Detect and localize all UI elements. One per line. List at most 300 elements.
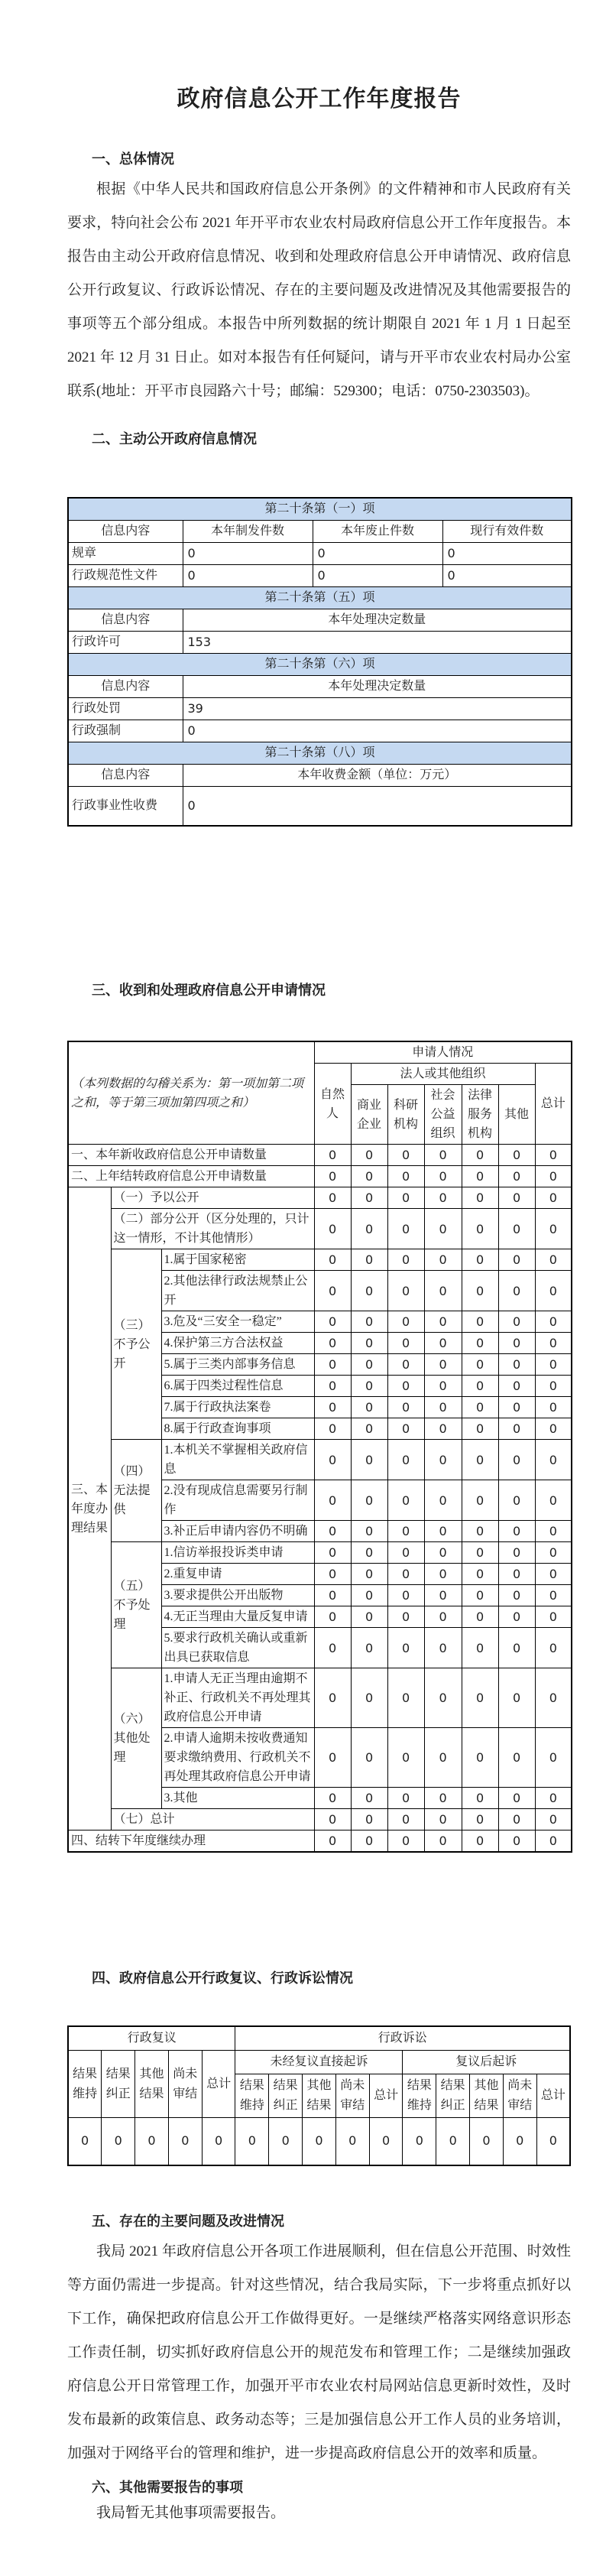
item-label: 6.属于四类过程性信息 xyxy=(161,1376,314,1397)
value-cell: 0 xyxy=(314,1628,351,1668)
value-cell: 0 xyxy=(498,1145,535,1166)
value-cell: 0 xyxy=(424,1480,462,1521)
value-cell: 0 xyxy=(314,1333,351,1354)
column-header: 尚未审结 xyxy=(503,2074,536,2118)
item-label: 1.本机关不掌握相关政府信息 xyxy=(161,1440,314,1480)
value-cell: 0 xyxy=(183,542,313,564)
column-header: 本年收费金额（单位：万元） xyxy=(183,764,572,786)
column-header: 信息内容 xyxy=(68,520,183,542)
value-cell: 0 xyxy=(313,542,442,564)
data-row xyxy=(68,1440,572,1480)
value-cell: 0 xyxy=(351,1830,387,1853)
value-cell: 0 xyxy=(387,1585,424,1606)
column-header: 申请人情况 xyxy=(314,1041,572,1064)
value-cell: 0 xyxy=(351,1209,387,1249)
value-cell: 0 xyxy=(462,1440,498,1480)
data-row xyxy=(68,1145,572,1166)
value-cell: 0 xyxy=(442,542,572,564)
value-cell: 0 xyxy=(462,1376,498,1397)
row-label: 行政处罚 xyxy=(68,697,183,720)
section3-heading: 三、收到和处理政府信息公开申请情况 xyxy=(92,983,326,998)
value-cell: 0 xyxy=(535,1788,572,1809)
item-label: 1.信访举报投诉类申请 xyxy=(161,1542,314,1564)
value-cell: 0 xyxy=(351,1628,387,1668)
column-header: 未经复议直接起诉 xyxy=(235,2051,403,2074)
value-cell: 0 xyxy=(314,1788,351,1809)
value-cell: 0 xyxy=(535,1209,572,1249)
value-cell: 0 xyxy=(269,2118,303,2165)
value-cell: 0 xyxy=(351,1333,387,1354)
column-header: 复议后起诉 xyxy=(403,2051,570,2074)
header-row xyxy=(68,1041,572,1064)
value-cell: 0 xyxy=(387,1809,424,1830)
column-header: 其他结果 xyxy=(303,2074,336,2118)
column-header: 现行有效件数 xyxy=(442,520,572,542)
value-cell: 0 xyxy=(535,1187,572,1209)
column-header: 信息内容 xyxy=(68,609,183,631)
value-cell: 0 xyxy=(462,1788,498,1809)
value-cell: 0 xyxy=(498,1788,535,1809)
value-cell: 0 xyxy=(462,1542,498,1564)
value-cell: 0 xyxy=(387,1209,424,1249)
value-cell: 0 xyxy=(462,1333,498,1354)
value-cell: 0 xyxy=(535,1376,572,1397)
value-cell: 0 xyxy=(535,1440,572,1480)
value-cell: 0 xyxy=(424,1606,462,1628)
value-cell: 0 xyxy=(498,1418,535,1440)
value-cell: 0 xyxy=(387,1788,424,1809)
value-cell: 0 xyxy=(314,1668,351,1728)
value-cell: 0 xyxy=(462,1480,498,1521)
value-cell: 0 xyxy=(498,1521,535,1542)
value-cell: 0 xyxy=(351,1249,387,1271)
item-label: 3.补正后申请内容仍不明确 xyxy=(161,1521,314,1542)
value-cell: 0 xyxy=(387,1830,424,1853)
value-cell: 0 xyxy=(462,1585,498,1606)
value-cell: 0 xyxy=(424,1628,462,1668)
column-header: 行政诉讼 xyxy=(235,2026,570,2051)
value-cell: 0 xyxy=(424,1271,462,1311)
value-cell: 0 xyxy=(314,1542,351,1564)
value-cell: 0 xyxy=(424,1585,462,1606)
value-cell: 0 xyxy=(424,1788,462,1809)
value-cell: 0 xyxy=(462,1809,498,1830)
column-header: 结果纠正 xyxy=(436,2074,470,2118)
value-cell: 0 xyxy=(403,2118,436,2165)
value-cell: 0 xyxy=(387,1354,424,1376)
value-cell: 0 xyxy=(462,1397,498,1418)
value-cell: 0 xyxy=(387,1564,424,1585)
value-cell: 0 xyxy=(314,1209,351,1249)
value-cell: 0 xyxy=(536,2118,570,2165)
value-cell: 0 xyxy=(351,1187,387,1209)
item-label: 1.申请人无正当理由逾期不补正、行政机关不再处理其政府信息公开申请 xyxy=(161,1668,314,1728)
item-label: 3.要求提供公开出版物 xyxy=(161,1585,314,1606)
column-header: 其他结果 xyxy=(135,2051,169,2118)
value-cell: 0 xyxy=(424,1397,462,1418)
value-cell: 0 xyxy=(351,1728,387,1788)
section6-heading: 六、其他需要报告的事项 xyxy=(92,2479,243,2495)
value-cell: 0 xyxy=(535,1585,572,1606)
value-cell: 0 xyxy=(351,1354,387,1376)
item-label: 4.无正当理由大量反复申请 xyxy=(161,1606,314,1628)
value-cell: 0 xyxy=(498,1271,535,1311)
column-header: 其他结果 xyxy=(470,2074,504,2118)
subgroup-label: （二）部分公开（区分处理的，只计这一情形，不计其他情形） xyxy=(111,1209,314,1249)
value-cell: 0 xyxy=(535,1728,572,1788)
column-header: 本年废止件数 xyxy=(313,520,442,542)
value-cell: 0 xyxy=(369,2118,403,2165)
table-section-title: 第二十条第（一）项 xyxy=(68,498,572,520)
row-label: 行政规范性文件 xyxy=(68,564,183,586)
column-header: 总计 xyxy=(369,2074,403,2118)
value-cell: 0 xyxy=(503,2118,536,2165)
value-cell: 0 xyxy=(168,2118,202,2165)
value-cell: 0 xyxy=(314,1311,351,1333)
value-cell: 0 xyxy=(351,1145,387,1166)
item-label: 2.其他法律行政法规禁止公开 xyxy=(161,1271,314,1311)
value-cell: 0 xyxy=(351,1585,387,1606)
data-row xyxy=(68,1249,572,1271)
value-cell: 0 xyxy=(498,1606,535,1628)
value-cell: 0 xyxy=(462,1668,498,1728)
value-row xyxy=(68,2118,570,2165)
value-cell: 0 xyxy=(535,1521,572,1542)
value-cell: 0 xyxy=(424,1187,462,1209)
column-header: 本年处理决定数量 xyxy=(183,609,572,631)
item-label: 5.要求行政机关确认或重新出具已获取信息 xyxy=(161,1628,314,1668)
data-row xyxy=(68,564,572,586)
section1-paragraph: 根据《中华人民共和国政府信息公开条例》的文件精神和市人民政府有关要求，特向社会公布 2021 年开平市农业农村局政府信息公开工作年度报告。本报告由主动公开政府信息情况、收到和处理政府信息公开申请情况、政府信息公开行政复议、行政诉讼情况、存在的主要问题及改进情况及其他需要报告的事项等五个部分组成。本报告中所列数据的统计期限自 2021 年 1 月 1 日起至 2021 年 12 月 31 日止。如对本报告有任何疑问，请与开平市农业农村局办公室联系(地址：开平市良园路六十号；邮编：529300；电话：0750-2303503)。 xyxy=(67,181,571,399)
value-cell: 0 xyxy=(535,1418,572,1440)
value-cell: 0 xyxy=(314,1564,351,1585)
section4-heading: 四、政府信息公开行政复议、行政诉讼情况 xyxy=(92,1970,353,1986)
column-header: 尚未审结 xyxy=(335,2074,369,2118)
column-header: 总计 xyxy=(535,1064,572,1145)
value-cell: 0 xyxy=(462,1830,498,1853)
value-cell: 0 xyxy=(351,1788,387,1809)
data-row xyxy=(68,1830,572,1853)
value-cell: 0 xyxy=(535,1145,572,1166)
value-cell: 0 xyxy=(424,1440,462,1480)
value-cell: 0 xyxy=(462,1521,498,1542)
value-cell: 0 xyxy=(498,1166,535,1187)
item-label: 1.属于国家秘密 xyxy=(161,1249,314,1271)
column-header: 自然人 xyxy=(314,1064,351,1145)
value-cell: 0 xyxy=(462,1166,498,1187)
value-cell: 0 xyxy=(498,1440,535,1480)
value-cell: 0 xyxy=(535,1480,572,1521)
value-cell: 0 xyxy=(351,1418,387,1440)
item-label: 4.保护第三方合法权益 xyxy=(161,1333,314,1354)
value-cell: 0 xyxy=(335,2118,369,2165)
requests-tbody xyxy=(68,1041,572,1852)
table-title-row xyxy=(68,742,572,764)
value-cell: 0 xyxy=(351,1668,387,1728)
column-header: 结果维持 xyxy=(68,2051,102,2118)
value-cell: 0 xyxy=(498,1728,535,1788)
table-title-row xyxy=(68,498,572,520)
value-cell: 0 xyxy=(424,1376,462,1397)
value-cell: 0 xyxy=(498,1628,535,1668)
row-label: 行政许可 xyxy=(68,631,183,653)
value-cell: 0 xyxy=(235,2118,269,2165)
review-litigation-tbody xyxy=(68,2026,570,2165)
value-cell: 0 xyxy=(351,1376,387,1397)
table-title-row xyxy=(68,586,572,609)
table-section-title: 第二十条第（八）项 xyxy=(68,742,572,764)
subgroup-label: （三）不予公开 xyxy=(111,1249,161,1440)
value-cell: 0 xyxy=(436,2118,470,2165)
value-cell: 0 xyxy=(387,1418,424,1440)
value-cell: 0 xyxy=(387,1333,424,1354)
value-cell: 0 xyxy=(314,1376,351,1397)
value-cell: 0 xyxy=(498,1564,535,1585)
section6-paragraph: 我局暂无其他事项需要报告。 xyxy=(96,2504,286,2521)
value-cell: 0 xyxy=(351,1542,387,1564)
subgroup-label: （七）总计 xyxy=(111,1809,314,1830)
value-cell: 0 xyxy=(351,1311,387,1333)
value-cell: 0 xyxy=(470,2118,504,2165)
value-cell: 0 xyxy=(351,1166,387,1187)
value-cell: 0 xyxy=(387,1480,424,1521)
value-cell: 0 xyxy=(183,786,572,826)
column-header: 科研机构 xyxy=(387,1085,424,1145)
value-cell: 0 xyxy=(102,2118,135,2165)
column-header: 尚未审结 xyxy=(168,2051,202,2118)
value-cell: 0 xyxy=(424,1333,462,1354)
value-cell: 0 xyxy=(314,1166,351,1187)
table-header-row xyxy=(68,675,572,697)
value-cell: 0 xyxy=(351,1521,387,1542)
value-cell: 0 xyxy=(314,1354,351,1376)
value-cell: 0 xyxy=(183,564,313,586)
value-cell: 0 xyxy=(314,1145,351,1166)
data-row xyxy=(68,720,572,742)
value-cell: 0 xyxy=(424,1542,462,1564)
column-header: 法人或其他组织 xyxy=(351,1064,535,1085)
value-cell: 0 xyxy=(314,1440,351,1480)
column-header: 社会公益组织 xyxy=(424,1085,462,1145)
value-cell: 0 xyxy=(387,1166,424,1187)
section5-paragraph: 我局 2021 年政府信息公开各项工作进展顺利，但在信息公开范围、时效性等方面仍需进一步提高。针对这些情况，结合我局实际，下一步将重点抓好以下工作，确保把政府信息公开工作做得更好。一是继续严格落实网络意识形态工作责任制，切实抓好政府信息公开的规范发布和管理工作；二是继续加强政府信息公开日常管理工作，加强开平市农业农村局网站信息更新时效性，及时发布最新的政策信息、政务动态等；三是加强信息公开工作人员的业务培训，加强对于网络平台的管理和维护，进一步提高政府信息公开的效率和质量。 xyxy=(67,2243,571,2461)
value-cell: 0 xyxy=(387,1397,424,1418)
value-cell: 0 xyxy=(424,1668,462,1728)
value-cell: 0 xyxy=(387,1440,424,1480)
value-cell: 0 xyxy=(314,1606,351,1628)
value-cell: 0 xyxy=(387,1311,424,1333)
value-cell: 0 xyxy=(314,1728,351,1788)
value-cell: 0 xyxy=(535,1333,572,1354)
value-cell: 0 xyxy=(387,1187,424,1209)
value-cell: 0 xyxy=(442,564,572,586)
value-cell: 0 xyxy=(135,2118,169,2165)
section5-heading: 五、存在的主要问题及改进情况 xyxy=(92,2213,284,2229)
value-cell: 0 xyxy=(535,1271,572,1311)
group-label: 三、本年度办理结果 xyxy=(68,1187,111,1830)
header-row xyxy=(68,2051,570,2074)
value-cell: 0 xyxy=(498,1209,535,1249)
value-cell: 0 xyxy=(387,1668,424,1728)
review-litigation-table xyxy=(67,2025,571,2166)
requests-table xyxy=(67,1041,572,1853)
active-disclosure-table xyxy=(67,497,572,827)
value-cell: 0 xyxy=(424,1728,462,1788)
value-cell: 0 xyxy=(424,1209,462,1249)
value-cell: 0 xyxy=(462,1606,498,1628)
table-title-row xyxy=(68,653,572,675)
value-cell: 153 xyxy=(183,631,572,653)
value-cell: 0 xyxy=(424,1521,462,1542)
column-header: 信息内容 xyxy=(68,764,183,786)
value-cell: 0 xyxy=(498,1187,535,1209)
value-cell: 0 xyxy=(387,1145,424,1166)
column-header: 本年处理决定数量 xyxy=(183,675,572,697)
value-cell: 0 xyxy=(535,1564,572,1585)
column-header: 总计 xyxy=(536,2074,570,2118)
value-cell: 0 xyxy=(462,1209,498,1249)
table-header-row xyxy=(68,520,572,542)
subgroup-label: （六）其他处理 xyxy=(111,1668,161,1809)
value-cell: 0 xyxy=(424,1311,462,1333)
value-cell: 0 xyxy=(351,1564,387,1585)
value-cell: 0 xyxy=(202,2118,235,2165)
value-cell: 0 xyxy=(424,1145,462,1166)
value-cell: 0 xyxy=(498,1542,535,1564)
subgroup-label: （一）予以公开 xyxy=(111,1187,314,1209)
row-label: 四、结转下年度继续办理 xyxy=(68,1830,314,1853)
value-cell: 0 xyxy=(498,1376,535,1397)
subgroup-label: （五）不予处理 xyxy=(111,1542,161,1668)
value-cell: 0 xyxy=(303,2118,336,2165)
value-cell: 0 xyxy=(387,1728,424,1788)
value-cell: 0 xyxy=(498,1397,535,1418)
value-cell: 0 xyxy=(314,1585,351,1606)
value-cell: 0 xyxy=(314,1249,351,1271)
value-cell: 0 xyxy=(462,1271,498,1311)
column-header: 行政复议 xyxy=(68,2026,235,2051)
data-row xyxy=(68,1166,572,1187)
data-row xyxy=(68,1668,572,1728)
value-cell: 0 xyxy=(535,1397,572,1418)
data-row xyxy=(68,542,572,564)
value-cell: 0 xyxy=(535,1809,572,1830)
data-row xyxy=(68,1209,572,1249)
value-cell: 0 xyxy=(462,1418,498,1440)
value-cell: 0 xyxy=(314,1418,351,1440)
value-cell: 0 xyxy=(351,1397,387,1418)
value-cell: 0 xyxy=(462,1311,498,1333)
value-cell: 0 xyxy=(498,1809,535,1830)
row-label: 二、上年结转政府信息公开申请数量 xyxy=(68,1166,314,1187)
value-cell: 0 xyxy=(462,1249,498,1271)
value-cell: 0 xyxy=(183,720,572,742)
value-cell: 0 xyxy=(535,1249,572,1271)
subgroup-label: （四）无法提供 xyxy=(111,1440,161,1542)
column-header: 其他 xyxy=(498,1085,535,1145)
item-label: 5.属于三类内部事务信息 xyxy=(161,1354,314,1376)
document-title: 政府信息公开工作年度报告 xyxy=(177,86,462,112)
value-cell: 0 xyxy=(462,1628,498,1668)
value-cell: 0 xyxy=(535,1830,572,1853)
column-header: 商业企业 xyxy=(351,1085,387,1145)
row-label: 一、本年新收政府信息公开申请数量 xyxy=(68,1145,314,1166)
value-cell: 0 xyxy=(462,1187,498,1209)
value-cell: 0 xyxy=(351,1271,387,1311)
value-cell: 0 xyxy=(498,1333,535,1354)
data-row xyxy=(68,631,572,653)
column-header: 本年制发件数 xyxy=(183,520,313,542)
column-header: 结果维持 xyxy=(403,2074,436,2118)
value-cell: 0 xyxy=(535,1311,572,1333)
value-cell: 0 xyxy=(498,1668,535,1728)
column-header: 结果纠正 xyxy=(269,2074,303,2118)
value-cell: 0 xyxy=(387,1271,424,1311)
value-cell: 0 xyxy=(351,1606,387,1628)
value-cell: 0 xyxy=(314,1830,351,1853)
item-label: 2.申请人逾期未按收费通知要求缴纳费用、行政机关不再处理其政府信息公开申请 xyxy=(161,1728,314,1788)
active-disclosure-tbody xyxy=(68,498,572,826)
item-label: 3.其他 xyxy=(161,1788,314,1809)
column-header: 法律服务机构 xyxy=(462,1085,498,1145)
value-cell: 0 xyxy=(387,1521,424,1542)
value-cell: 0 xyxy=(424,1249,462,1271)
value-cell: 39 xyxy=(183,697,572,720)
item-label: 2.没有现成信息需要另行制作 xyxy=(161,1480,314,1521)
value-cell: 0 xyxy=(535,1668,572,1728)
value-cell: 0 xyxy=(462,1564,498,1585)
value-cell: 0 xyxy=(498,1480,535,1521)
value-cell: 0 xyxy=(424,1354,462,1376)
value-cell: 0 xyxy=(498,1249,535,1271)
table-header-row xyxy=(68,764,572,786)
value-cell: 0 xyxy=(498,1311,535,1333)
value-cell: 0 xyxy=(462,1145,498,1166)
column-header: 总计 xyxy=(202,2051,235,2118)
value-cell: 0 xyxy=(424,1166,462,1187)
value-cell: 0 xyxy=(535,1166,572,1187)
value-cell: 0 xyxy=(387,1542,424,1564)
value-cell: 0 xyxy=(314,1480,351,1521)
value-cell: 0 xyxy=(314,1397,351,1418)
data-row xyxy=(68,786,572,826)
column-header: 结果维持 xyxy=(235,2074,269,2118)
value-cell: 0 xyxy=(424,1830,462,1853)
value-cell: 0 xyxy=(314,1521,351,1542)
section2-heading: 二、主动公开政府信息情况 xyxy=(92,431,257,447)
value-cell: 0 xyxy=(498,1354,535,1376)
value-cell: 0 xyxy=(387,1628,424,1668)
value-cell: 0 xyxy=(387,1376,424,1397)
column-header: 结果纠正 xyxy=(102,2051,135,2118)
data-row xyxy=(68,1187,572,1209)
row-label: 行政事业性收费 xyxy=(68,786,183,826)
section1-heading: 一、总体情况 xyxy=(92,151,174,167)
value-cell: 0 xyxy=(314,1187,351,1209)
row-label: 行政强制 xyxy=(68,720,183,742)
value-cell: 0 xyxy=(535,1542,572,1564)
value-cell: 0 xyxy=(351,1809,387,1830)
value-cell: 0 xyxy=(535,1354,572,1376)
header-row xyxy=(68,2026,570,2051)
value-cell: 0 xyxy=(351,1440,387,1480)
value-cell: 0 xyxy=(387,1249,424,1271)
item-label: 8.属于行政查询事项 xyxy=(161,1418,314,1440)
value-cell: 0 xyxy=(314,1809,351,1830)
item-label: 7.属于行政执法案卷 xyxy=(161,1397,314,1418)
value-cell: 0 xyxy=(68,2118,102,2165)
value-cell: 0 xyxy=(313,564,442,586)
